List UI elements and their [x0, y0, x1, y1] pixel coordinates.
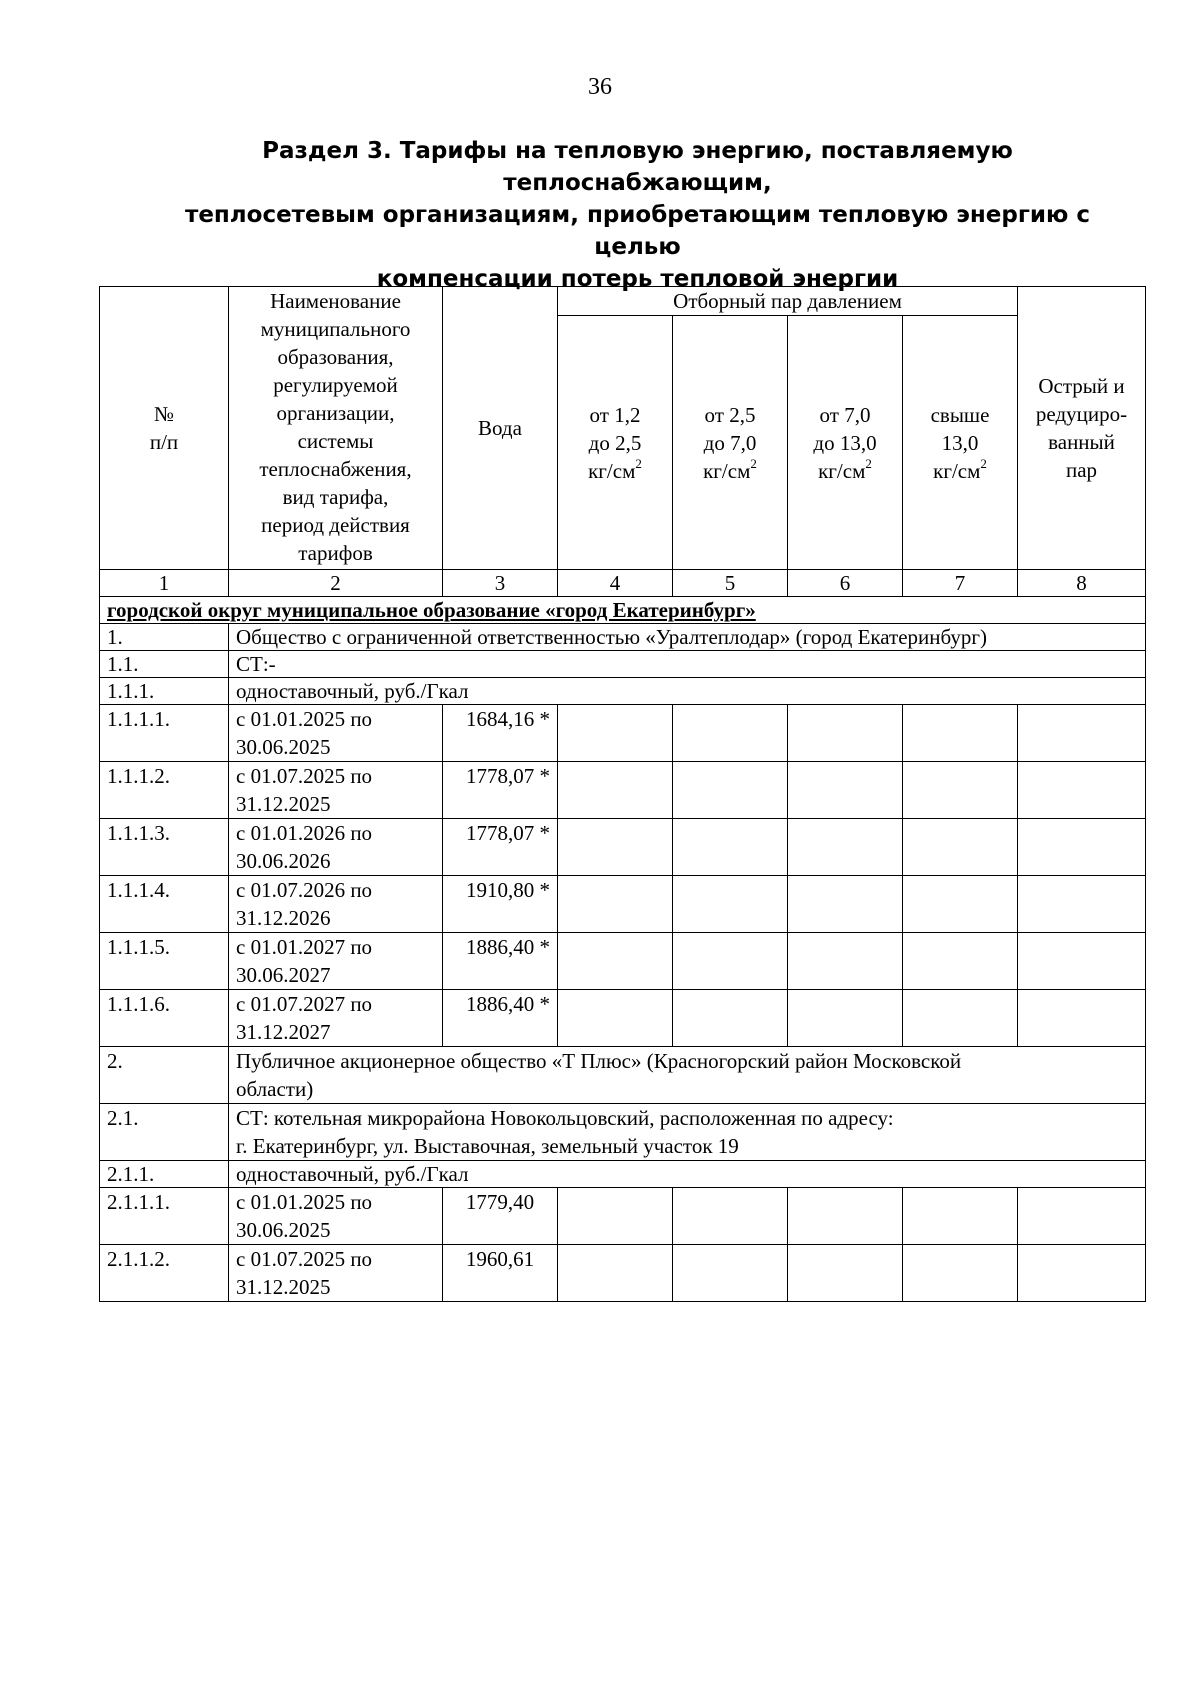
row-num: 1.1.1.2.: [100, 762, 229, 819]
row-period: с 01.01.2026 по 30.06.2026: [229, 819, 443, 876]
column-number: 2: [229, 570, 443, 597]
table-row: [100, 1188, 1146, 1245]
title-line: теплосетевым организациям, приобретающим тепловую энергию с целью: [184, 202, 1091, 260]
row-num: 1.1.1.4.: [100, 876, 229, 933]
title-line: компенсации потерь тепловой энергии: [376, 266, 899, 292]
header-pressure-2: от 2,5 до 7,0 $кг/см^2$: [673, 316, 788, 570]
row-period: с 01.01.2027 по 30.06.2027: [229, 933, 443, 990]
column-number: 3: [443, 570, 558, 597]
tariff-table: [99, 286, 1146, 1302]
row-num: 1.1.1.: [100, 678, 229, 705]
row-num: 1.1.1.6.: [100, 990, 229, 1047]
row-num: 1.1.: [100, 651, 229, 678]
region-row: [100, 597, 1146, 624]
row-water-value: 1910,80 *: [443, 876, 558, 933]
header-pressure-3: от 7,0 до 13,0 $кг/см^2$: [788, 316, 903, 570]
column-number-row: [100, 570, 1146, 597]
table-row: [100, 1161, 1146, 1188]
row-period: с 01.07.2027 по 31.12.2027: [229, 990, 443, 1047]
column-number: 7: [903, 570, 1018, 597]
header-name: Наименование муниципального образования, регулируемой организации, системы теплоснабжения, вид тарифа, период действия тарифов: [229, 287, 443, 570]
row-water-value: 1778,07 *: [443, 762, 558, 819]
row-text: одноставочный, руб./Гкал: [229, 678, 1146, 705]
row-text: одноставочный, руб./Гкал: [229, 1161, 1146, 1188]
row-num: 2.1.1.2.: [100, 1245, 229, 1302]
row-text: Общество с ограниченной ответственностью «Уралтеплодар» (город Екатеринбург): [229, 624, 1146, 651]
row-water-value: 1684,16 *: [443, 705, 558, 762]
row-water-value: 1886,40 *: [443, 933, 558, 990]
row-num: 2.1.: [100, 1104, 229, 1161]
header-pressure-group: Отборный пар давлением: [558, 287, 1018, 316]
header-pressure-1: от 1,2 до 2,5 $кг/см^2$: [558, 316, 673, 570]
table-row: [100, 762, 1146, 819]
row-period: с 01.01.2025 по 30.06.2025: [229, 705, 443, 762]
header-pressure-4: свыше 13,0 $кг/см^2$: [903, 316, 1018, 570]
region-name: городской округ муниципальное образование «город Екатеринбург»: [100, 597, 1146, 624]
page-number: 36: [588, 74, 612, 100]
row-num: 1.1.1.3.: [100, 819, 229, 876]
table-row: [100, 651, 1146, 678]
row-period: с 01.07.2025 по 31.12.2025: [229, 762, 443, 819]
table-row: [100, 819, 1146, 876]
header-num: № п/п: [100, 287, 229, 570]
table-row: [100, 1245, 1146, 1302]
column-number: 5: [673, 570, 788, 597]
row-text: СТ:-: [229, 651, 1146, 678]
title-line: Раздел 3. Тарифы на тепловую энергию, поставляемую теплоснабжающим,: [262, 138, 1013, 196]
row-num: 2.1.1.1.: [100, 1188, 229, 1245]
row-period: с 01.07.2026 по 31.12.2026: [229, 876, 443, 933]
row-num: 2.1.1.: [100, 1161, 229, 1188]
table-row: [100, 933, 1146, 990]
column-number: 4: [558, 570, 673, 597]
table-row: [100, 990, 1146, 1047]
row-water-value: 1886,40 *: [443, 990, 558, 1047]
header-water: Вода: [443, 287, 558, 570]
row-period: с 01.07.2025 по 31.12.2025: [229, 1245, 443, 1302]
column-number: 6: [788, 570, 903, 597]
row-text: СТ: котельная микрорайона Новокольцовский, расположенная по адресу: г. Екатеринбург, ул. Выставочная, земельный участок 19: [229, 1104, 1146, 1161]
row-num: 1.1.1.1.: [100, 705, 229, 762]
row-num: 1.: [100, 624, 229, 651]
row-water-value: 1778,07 *: [443, 819, 558, 876]
section-title: [150, 135, 1125, 295]
column-number: 8: [1018, 570, 1146, 597]
table-row: [100, 876, 1146, 933]
row-num: 2.: [100, 1047, 229, 1104]
row-period: с 01.01.2025 по 30.06.2025: [229, 1188, 443, 1245]
header-sharp-steam: Острый и редуциро- ванный пар: [1018, 287, 1146, 570]
column-number: 1: [100, 570, 229, 597]
table-row: [100, 705, 1146, 762]
row-num: 1.1.1.5.: [100, 933, 229, 990]
table-row: [100, 1104, 1146, 1161]
table-row: [100, 624, 1146, 651]
table-row: [100, 1047, 1146, 1104]
row-water-value: 1960,61: [443, 1245, 558, 1302]
row-text: Публичное акционерное общество «Т Плюс» (Красногорский район Московской области): [229, 1047, 1146, 1104]
table-row: [100, 678, 1146, 705]
row-water-value: 1779,40: [443, 1188, 558, 1245]
